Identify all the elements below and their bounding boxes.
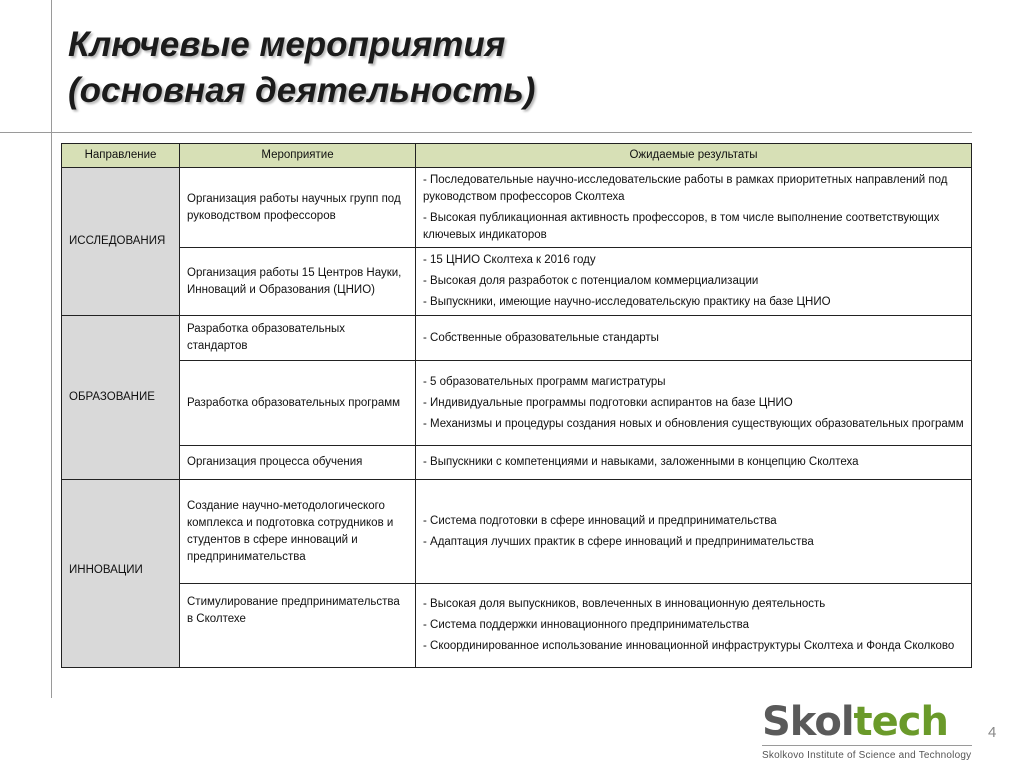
header-direction: Направление [62, 144, 180, 168]
logo-wordmark [762, 700, 972, 744]
activity-cell: Разработка образовательных стандартов [180, 316, 416, 361]
skoltech-logo [762, 700, 972, 761]
result-item: - Последовательные научно-исследовательские работы в рамках приоритетных направлений под руководством профессоров Сколтеха [423, 173, 948, 203]
logo-divider [762, 745, 972, 746]
direction-cell: ИННОВАЦИИ [62, 480, 180, 668]
result-item: - Адаптация лучших практик в сфере инноваций и предпринимательства [423, 535, 814, 548]
results-cell [416, 168, 972, 248]
result-item: - 5 образовательных программ магистратуры [423, 375, 666, 388]
activity-cell: Разработка образовательных программ [180, 361, 416, 446]
result-item: - Индивидуальные программы подготовки аспирантов на базе ЦНИО [423, 396, 793, 409]
horizontal-rule [0, 132, 972, 133]
table-row [62, 248, 972, 316]
result-item: - Механизмы и процедуры создания новых и обновления существующих образовательных программ [423, 417, 964, 430]
result-item: - Выпускники с компетенциями и навыками, заложенными в концепцию Сколтеха [423, 456, 859, 468]
header-results: Ожидаемые результаты [416, 144, 972, 168]
results-cell [416, 446, 972, 480]
results-cell [416, 248, 972, 316]
activity-cell: Организация работы научных групп под руководством профессоров [180, 168, 416, 248]
table-row [62, 168, 972, 248]
slide-title [68, 22, 535, 114]
title-line-2: (основная деятельность) [68, 71, 536, 110]
logo-part-tech: tech [853, 699, 948, 745]
direction-cell: ИССЛЕДОВАНИЯ [62, 168, 180, 316]
direction-cell: ОБРАЗОВАНИЕ [62, 316, 180, 480]
logo-part-skol: Skol [762, 699, 854, 745]
result-item: - Высокая доля разработок с потенциалом коммерциализации [423, 275, 759, 287]
result-item: - Система поддержки инновационного предпринимательства [423, 619, 749, 631]
result-item: - Высокая доля выпускников, вовлеченных в инновационную деятельность [423, 598, 826, 610]
activities-table [61, 143, 972, 668]
table-row [62, 584, 972, 668]
table-row [62, 446, 972, 480]
activity-cell: Стимулирование предпринимательства в Сколтехе [180, 584, 416, 668]
table-row [62, 480, 972, 584]
result-item: - Система подготовки в сфере инноваций и предпринимательства [423, 514, 777, 527]
title-line-1: Ключевые мероприятия [68, 25, 506, 64]
logo-subtitle: Skolkovo Institute of Science and Technology [762, 750, 972, 761]
results-cell [416, 480, 972, 584]
vertical-rule [51, 0, 52, 698]
page-number: 4 [988, 724, 997, 741]
result-item: - Выпускники, имеющие научно-исследовательскую практику на базе ЦНИО [423, 296, 831, 308]
results-cell [416, 316, 972, 361]
result-item: - Собственные образовательные стандарты [423, 331, 659, 344]
table-row [62, 316, 972, 361]
table-row [62, 361, 972, 446]
header-activity: Мероприятие [180, 144, 416, 168]
table-header-row [62, 144, 972, 168]
result-item: - Высокая публикационная активность профессоров, в том числе выполнение соответствующих ключевых индикаторов [423, 211, 940, 241]
results-cell [416, 584, 972, 668]
result-item: - Скоординированное использование инновационной инфраструктуры Сколтеха и Фонда Сколково [423, 640, 955, 652]
activity-cell: Создание научно-методологического комплекса и подготовка сотрудников и студентов в сфере инноваций и предпринимательства [180, 480, 416, 584]
result-item: - 15 ЦНИО Сколтеха к 2016 году [423, 254, 596, 266]
activity-cell: Организация работы 15 Центров Науки, Инноваций и Образования (ЦНИО) [180, 248, 416, 316]
results-cell [416, 361, 972, 446]
activity-cell: Организация процесса обучения [180, 446, 416, 480]
